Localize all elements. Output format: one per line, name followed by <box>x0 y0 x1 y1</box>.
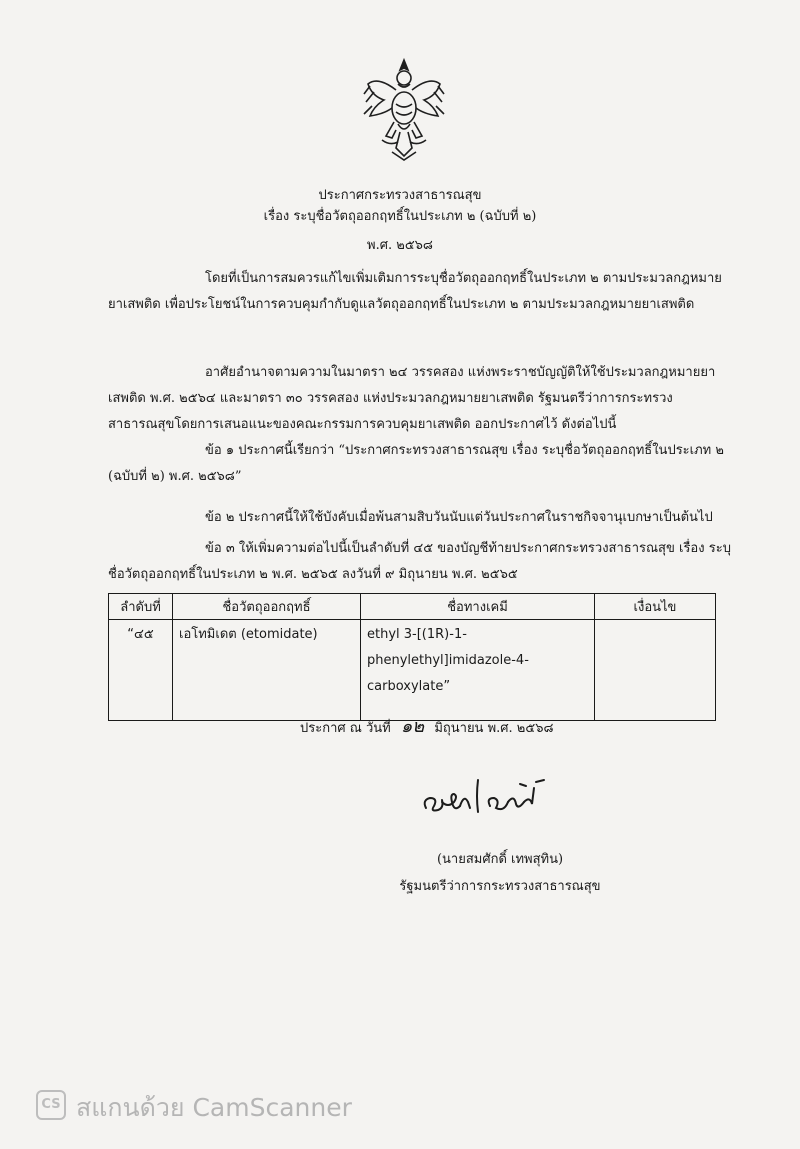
clause-2: ข้อ ๒ ประกาศนี้ให้ใช้บังคับเมื่อพ้นสามสิบวันนับแต่วันประกาศในราชกิจจานุเบกษาเป็นต้นไป <box>205 510 713 525</box>
cell-chemical-name: ethyl 3-[(1R)-1-phenylethyl]imidazole-4-carboxylate” <box>361 620 595 721</box>
announcement-title: ประกาศกระทรวงสาธารณสุข <box>318 188 482 203</box>
garuda-emblem-icon <box>362 56 446 162</box>
column-header-order: ลำดับที่ <box>109 594 173 620</box>
cell-substance: เอโทมิเดต (etomidate) <box>173 620 361 721</box>
clause-3: ข้อ ๓ ให้เพิ่มความต่อไปนี้เป็นลำดับที่ ๔๕ ของบัญชีท้ายประกาศกระทรวงสาธารณสุข เรื่อง ระบุชื่อวัตถุออกฤทธิ์ในประเภท ๒ พ.ศ. ๒๕๖๕ ลงวันที่ ๙ มิถุนายน พ.ศ. ๒๕๖๕ <box>108 541 731 582</box>
announce-month-year: มิถุนายน พ.ศ. ๒๕๖๘ <box>434 721 554 736</box>
camscanner-logo-icon: CS <box>36 1090 66 1120</box>
paragraph-authority: อาศัยอำนาจตามความในมาตรา ๒๔ วรรคสอง แห่งพระราชบัญญัติให้ใช้ประมวลกฎหมายยาเสพติด พ.ศ. ๒๕๖๔ และมาตรา ๓๐ วรรคสอง แห่งประมวลกฎหมายยาเสพติด รัฐมนตรีว่าการกระทรวงสาธารณสุขโดยการเสนอแนะของคณะกรรมการควบคุมยาเสพติด ออกประกาศไว้ ดังต่อไปนี้ <box>108 365 716 432</box>
announce-prefix: ประกาศ ณ วันที่ <box>300 721 391 736</box>
clause-1: ข้อ ๑ ประกาศนี้เรียกว่า “ประกาศกระทรวงสาธารณสุข เรื่อง ระบุชื่อวัตถุออกฤทธิ์ในประเภท ๒ (ฉบับที่ ๒) พ.ศ. ๒๕๖๘” <box>108 443 724 484</box>
announcement-year: พ.ศ. ๒๕๖๘ <box>367 238 433 253</box>
cell-order: “๔๕ <box>109 620 173 721</box>
handwritten-signature <box>420 772 560 820</box>
table-header-row <box>109 594 716 620</box>
camscanner-watermark: สแกนด้วย CamScanner <box>76 1093 352 1122</box>
signer-position: รัฐมนตรีว่าการกระทรวงสาธารณสุข <box>399 879 601 894</box>
column-header-condition: เงื่อนไข <box>595 594 716 620</box>
cell-condition <box>595 620 716 721</box>
announce-date <box>300 711 553 740</box>
announce-day: ๑๒ <box>400 716 425 737</box>
column-header-chemical-name: ชื่อทางเคมี <box>361 594 595 620</box>
table-row <box>109 620 716 721</box>
paragraph-preamble: โดยที่เป็นการสมควรแก้ไขเพิ่มเติมการระบุชื่อวัตถุออกฤทธิ์ในประเภท ๒ ตามประมวลกฎหมายยาเสพติด เพื่อประโยชน์ในการควบคุมกำกับดูแลวัตถุออกฤทธิ์ในประเภท ๒ ตามประมวลกฎหมายยาเสพติด <box>108 271 722 312</box>
signer-name: (นายสมศักดิ์ เทพสุทิน) <box>436 852 564 867</box>
column-header-substance: ชื่อวัตถุออกฤทธิ์ <box>173 594 361 620</box>
substance-table <box>108 593 716 721</box>
announcement-subject: เรื่อง ระบุชื่อวัตถุออกฤทธิ์ในประเภท ๒ (ฉบับที่ ๒) <box>263 209 537 224</box>
